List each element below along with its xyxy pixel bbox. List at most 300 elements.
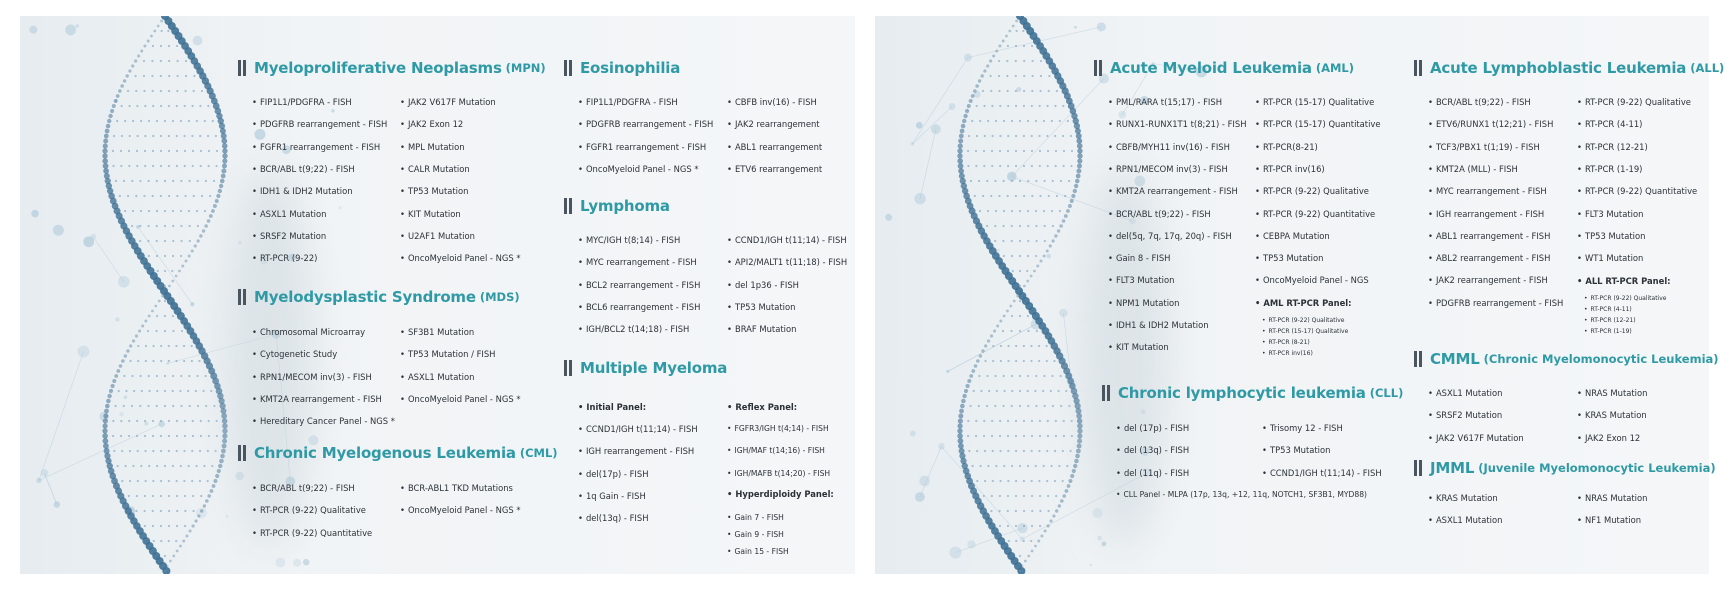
helix-rung-dot (147, 225, 149, 227)
helix-rung-dot (1031, 495, 1033, 497)
network-node (1016, 87, 1021, 92)
helix-rung-dot (1019, 120, 1021, 122)
helix-dot (175, 275, 178, 278)
helix-rung-dot (215, 135, 217, 137)
all-col1-item: • KMT2A (MLL) - FISH (1428, 164, 1518, 174)
helix-rung-dot (184, 435, 186, 437)
helix-rung-dot (1007, 150, 1009, 152)
helix-dot (1044, 530, 1047, 533)
helix-dot (176, 550, 179, 553)
helix-rung-dot (156, 210, 158, 212)
lym-col2-item: • del 1p36 - FISH (727, 280, 799, 290)
aml-col1-item: • RPN1/MECOM inv(3) - FISH (1108, 164, 1228, 174)
helix-rung-dot (1035, 465, 1037, 467)
helix-rung-dot (1065, 390, 1067, 392)
helix-rung-dot (1003, 255, 1005, 257)
helix-dot (103, 438, 109, 444)
helix-rung-dot (147, 405, 149, 407)
aml-col1-item: • PML/RARA t(15;17) - FISH (1108, 97, 1222, 107)
helix-rung-dot (982, 195, 984, 197)
helix-dot (105, 404, 110, 409)
helix-rung-dot (999, 525, 1001, 527)
helix-rung-dot (168, 345, 170, 347)
helix-rung-dot (161, 30, 163, 32)
helix-dot (185, 535, 188, 538)
helix-rung-dot (113, 450, 115, 452)
helix-rung-dot (1015, 540, 1017, 542)
helix-rung-dot (152, 195, 154, 197)
helix-rung-dot (1038, 360, 1040, 362)
helix-rung-dot (1050, 465, 1052, 467)
aml-col1-item: • CBFB/MYH11 inv(16) - FISH (1108, 142, 1230, 152)
helix-dot (1070, 199, 1074, 203)
helix-rung-dot (152, 480, 154, 482)
helix-rung-dot (1030, 360, 1032, 362)
helix-rung-dot (1052, 225, 1054, 227)
helix-rung-dot (148, 375, 150, 377)
helix-rung-dot (1027, 390, 1029, 392)
all-col2-item: • RT-PCR (4-11) (1577, 119, 1642, 129)
helix-dot (963, 114, 967, 118)
helix-rung-dot (140, 210, 142, 212)
helix-rung-dot (204, 210, 206, 212)
helix-rung-dot (1035, 180, 1037, 182)
helix-rung-dot (986, 375, 988, 377)
mpn-heading (238, 59, 546, 77)
helix-rung-dot (164, 120, 166, 122)
network-node (54, 501, 61, 508)
helix-rung-dot (176, 450, 178, 452)
mpn-col1-item: • SRSF2 Mutation (252, 231, 326, 241)
helix-rung-dot (181, 330, 183, 332)
helix-rung-dot (157, 270, 159, 272)
helix-rung-dot (1063, 435, 1065, 437)
helix-rung-dot (1023, 345, 1025, 347)
helix-rung-dot (978, 180, 980, 182)
helix-rung-dot (172, 120, 174, 122)
helix-dot (222, 153, 227, 158)
helix-rung-dot (978, 405, 980, 407)
helix-rung-dot (191, 450, 193, 452)
helix-rung-dot (168, 480, 170, 482)
helix-rung-dot (144, 435, 146, 437)
network-node (90, 234, 96, 240)
helix-rung-dot (197, 180, 199, 182)
helix-rung-dot (184, 165, 186, 167)
helix-rung-dot (991, 495, 993, 497)
helix-rung-dot (141, 390, 143, 392)
helix-rung-dot (1039, 150, 1041, 152)
helix-rung-dot (192, 495, 194, 497)
helix-rung-dot (211, 465, 213, 467)
helix-rung-dot (168, 45, 170, 47)
helix-dot (1076, 169, 1081, 174)
helix-dot (102, 158, 108, 164)
helix-rung-dot (1039, 510, 1041, 512)
helix-dot (222, 148, 227, 153)
mm-col1-item: • del(17p) - FISH (578, 469, 649, 479)
cml-abbreviation: (CML) (519, 446, 558, 460)
helix-rung-dot (121, 450, 123, 452)
helix-rung-dot (168, 360, 170, 362)
helix-dot (114, 99, 118, 103)
helix-rung-dot (983, 165, 985, 167)
helix-dot (1009, 305, 1012, 308)
helix-rung-dot (160, 150, 162, 152)
helix-rung-dot (184, 525, 186, 527)
helix-dot (1062, 494, 1066, 498)
helix-dot (219, 184, 223, 188)
helix-rung-dot (115, 180, 117, 182)
mpn-col1-item: • IDH1 & IDH2 Mutation (252, 186, 353, 196)
aml-panel-item: • RT-PCR (8-21) (1262, 339, 1310, 346)
helix-dot (1075, 179, 1080, 184)
helix-dot (132, 339, 135, 342)
helix-rung-dot (983, 105, 985, 107)
helix-rung-dot (139, 405, 141, 407)
network-node (949, 103, 956, 110)
helix-rung-dot (144, 420, 146, 422)
helix-rung-dot (208, 150, 210, 152)
aml-col1-item: • Gain 8 - FISH (1108, 253, 1170, 263)
helix-rung-dot (164, 375, 166, 377)
helix-dot (979, 354, 982, 357)
all-col2-item: • RT-PCR (1-19) (1577, 164, 1642, 174)
lymphoma-title: Lymphoma (580, 197, 670, 215)
helix-rung-dot (197, 225, 199, 227)
helix-rung-dot (974, 195, 976, 197)
all-panel-item: • RT-PCR (12-21) (1584, 317, 1636, 324)
helix-rung-dot (1031, 435, 1033, 437)
helix-dot (197, 239, 200, 242)
aml-heading-marker (1099, 60, 1102, 76)
all-heading-marker (1414, 60, 1417, 76)
helix-rung-dot (1006, 60, 1008, 62)
mds-col1-item: • KMT2A rearrangement - FISH (252, 394, 382, 404)
helix-rung-dot (1043, 375, 1045, 377)
helix-dot (102, 148, 107, 153)
helix-rung-dot (976, 135, 978, 137)
helix-rung-dot (1059, 120, 1061, 122)
helix-dot (983, 69, 986, 72)
helix-rung-dot (1031, 150, 1033, 152)
helix-rung-dot (134, 75, 136, 77)
helix-dot (987, 339, 990, 342)
helix-rung-dot (1019, 330, 1021, 332)
helix-rung-dot (152, 135, 154, 137)
helix-rung-dot (176, 420, 178, 422)
helix-dot (989, 59, 992, 62)
helix-rung-dot (188, 465, 190, 467)
helix-rung-dot (212, 120, 214, 122)
helix-rung-dot (156, 375, 158, 377)
mpn-col1-item: • FIP1L1/PDGFRA - FISH (252, 97, 352, 107)
lym-col1-item: • MYC rearrangement - FISH (578, 257, 697, 267)
helix-rung-dot (156, 390, 158, 392)
helix-dot (958, 438, 964, 444)
helix-rung-dot (991, 135, 993, 137)
helix-dot (978, 79, 981, 82)
helix-dot (1066, 209, 1070, 213)
helix-rung-dot (139, 225, 141, 227)
helix-rung-dot (167, 30, 169, 32)
helix-rung-dot (152, 525, 154, 527)
helix-rung-dot (1055, 165, 1057, 167)
helix-dot (221, 174, 226, 179)
helix-rung-dot (160, 105, 162, 107)
helix-dot (961, 124, 966, 129)
helix-rung-dot (1023, 150, 1025, 152)
helix-rung-dot (1043, 210, 1045, 212)
helix-rung-dot (992, 360, 994, 362)
helix-rung-dot (1031, 90, 1033, 92)
helix-rung-dot (1007, 135, 1009, 137)
helix-rung-dot (177, 75, 179, 77)
helix-dot (980, 74, 983, 77)
helix-dot (213, 479, 217, 483)
aml-col2-item: • RT-PCR (9-22) Quantitative (1255, 209, 1375, 219)
helix-rung-dot (987, 120, 989, 122)
helix-rung-dot (1044, 405, 1046, 407)
helix-rung-dot (983, 150, 985, 152)
helix-rung-dot (160, 345, 162, 347)
helix-rung-dot (180, 240, 182, 242)
helix-rung-dot (998, 90, 1000, 92)
helix-rung-dot (1039, 165, 1041, 167)
helix-rung-dot (128, 435, 130, 437)
aml-col1-item: • NPM1 Mutation (1108, 298, 1179, 308)
helix-rung-dot (999, 135, 1001, 137)
helix-dot (148, 315, 151, 318)
cmml-heading (1414, 350, 1719, 368)
helix-dot (178, 270, 181, 273)
helix-rung-dot (120, 150, 122, 152)
helix-rung-dot (1060, 375, 1062, 377)
helix-rung-dot (176, 165, 178, 167)
helix-dot (103, 168, 109, 174)
helix-rung-dot (176, 105, 178, 107)
helix-rung-dot (192, 420, 194, 422)
cml-heading-marker (238, 445, 241, 461)
helix-rung-dot (975, 420, 977, 422)
helix-dot (194, 519, 197, 522)
helix-rung-dot (975, 150, 977, 152)
helix-rung-dot (160, 495, 162, 497)
helix-dot (1071, 194, 1075, 198)
helix-rung-dot (156, 255, 158, 257)
helix-rung-dot (1056, 195, 1058, 197)
network-line (920, 129, 936, 198)
helix-rung-dot (125, 390, 127, 392)
aml-panel-label: • AML RT-PCR Panel: (1255, 298, 1352, 308)
helix-rung-dot (136, 420, 138, 422)
eos-col2-item: • JAK2 rearrangement (727, 119, 820, 129)
helix-dot (965, 384, 969, 388)
helix-rung-dot (994, 225, 996, 227)
helix-rung-dot (176, 135, 178, 137)
helix-rung-dot (176, 90, 178, 92)
helix-rung-dot (1015, 45, 1017, 47)
helix-rung-dot (164, 465, 166, 467)
helix-rung-dot (128, 105, 130, 107)
helix-rung-dot (1023, 435, 1025, 437)
helix-dot (222, 428, 227, 433)
lym-col2-item: • TP53 Mutation (727, 302, 795, 312)
helix-rung-dot (1046, 360, 1048, 362)
helix-rung-dot (1023, 75, 1025, 77)
helix-rung-dot (172, 465, 174, 467)
helix-rung-dot (143, 60, 145, 62)
helix-rung-dot (1007, 360, 1009, 362)
helix-rung-dot (197, 405, 199, 407)
helix-rung-dot (164, 270, 166, 272)
helix-rung-dot (998, 75, 1000, 77)
helix-rung-dot (1015, 195, 1017, 197)
helix-rung-dot (183, 360, 185, 362)
helix-dot (1076, 449, 1081, 454)
eos-col1-item: • PDGFRB rearrangement - FISH (578, 119, 713, 129)
helix-rung-dot (213, 180, 215, 182)
network-node (31, 210, 39, 218)
helix-rung-dot (988, 390, 990, 392)
helix-rung-dot (1055, 150, 1057, 152)
mpn-col2-item: • MPL Mutation (400, 142, 465, 152)
helix-rung-dot (1054, 480, 1056, 482)
all-title: Acute Lymphoblastic Leukemia (1430, 59, 1687, 77)
helix-rung-dot (143, 90, 145, 92)
helix-rung-dot (156, 405, 158, 407)
helix-rung-dot (1039, 195, 1041, 197)
helix-rung-dot (996, 390, 998, 392)
helix-rung-dot (1070, 450, 1072, 452)
helix-rung-dot (1071, 420, 1073, 422)
network-node (914, 193, 925, 204)
helix-rung-dot (189, 405, 191, 407)
helix-dot (961, 399, 966, 404)
helix-rung-dot (168, 90, 170, 92)
helix-rung-dot (199, 105, 201, 107)
helix-dot (135, 334, 138, 337)
helix-rung-dot (172, 405, 174, 407)
eosinophilia-heading-marker (569, 60, 572, 76)
helix-rung-dot (1002, 225, 1004, 227)
helix-rung-dot (172, 255, 174, 257)
helix-dot (151, 310, 154, 313)
helix-rung-dot (176, 480, 178, 482)
helix-dot (104, 134, 109, 139)
helix-rung-dot (123, 180, 125, 182)
cll-col2-item: • CCND1/IGH t(11;14) - FISH (1262, 468, 1382, 478)
helix-dot (222, 433, 227, 438)
helix-rung-dot (160, 510, 162, 512)
helix-rung-dot (148, 465, 150, 467)
cmml-title: CMML (1430, 350, 1480, 368)
helix-dot (220, 454, 225, 459)
helix-rung-dot (1007, 495, 1009, 497)
network-node (964, 54, 972, 62)
helix-dot (138, 330, 141, 333)
helix-rung-dot (184, 90, 186, 92)
helix-rung-dot (168, 495, 170, 497)
helix-rung-dot (185, 75, 187, 77)
helix-rung-dot (124, 210, 126, 212)
helix-rung-dot (999, 450, 1001, 452)
helix-dot (958, 418, 963, 423)
helix-rung-dot (1015, 450, 1017, 452)
helix-dot (141, 325, 144, 328)
network-node (53, 225, 64, 236)
helix-rung-dot (200, 150, 202, 152)
helix-rung-dot (1003, 465, 1005, 467)
helix-rung-dot (201, 195, 203, 197)
helix-rung-dot (980, 390, 982, 392)
helix-rung-dot (1002, 330, 1004, 332)
helix-rung-dot (1011, 390, 1013, 392)
helix-rung-dot (1019, 240, 1021, 242)
mpn-col1-item: • ASXL1 Mutation (252, 209, 326, 219)
helix-rung-dot (145, 360, 147, 362)
helix-rung-dot (1047, 165, 1049, 167)
helix-rung-dot (991, 420, 993, 422)
helix-rung-dot (172, 180, 174, 182)
helix-dot (1043, 255, 1046, 258)
helix-rung-dot (1023, 420, 1025, 422)
helix-rung-dot (1038, 345, 1040, 347)
helix-rung-dot (1015, 480, 1017, 482)
helix-rung-dot (1015, 105, 1017, 107)
helix-rung-dot (152, 510, 154, 512)
helix-rung-dot (144, 105, 146, 107)
helix-rung-dot (1038, 135, 1040, 137)
jmml-heading-marker (1414, 460, 1417, 476)
cll-col2-item: • Trisomy 12 - FISH (1262, 423, 1343, 433)
helix-dot (965, 109, 969, 113)
background-blur (1080, 166, 1170, 546)
helix-dot (1074, 184, 1078, 188)
helix-dot (1077, 148, 1082, 153)
helix-rung-dot (132, 120, 134, 122)
helix-rung-dot (168, 525, 170, 527)
helix-rung-dot (168, 420, 170, 422)
network-node (36, 478, 41, 483)
helix-rung-dot (1054, 135, 1056, 137)
helix-rung-dot (983, 420, 985, 422)
all-panel-item: • RT-PCR (9-22) Qualitative (1584, 295, 1666, 302)
helix-rung-dot (968, 135, 970, 137)
mpn-title: Myeloproliferative Neoplasms (254, 59, 502, 77)
helix-dot (197, 514, 200, 517)
helix-rung-dot (152, 435, 154, 437)
helix-rung-dot (131, 375, 133, 377)
network-node (1101, 541, 1106, 546)
helix-dot (153, 30, 156, 33)
helix-rung-dot (1055, 495, 1057, 497)
helix-rung-dot (180, 255, 182, 257)
helix-dot (1049, 244, 1052, 247)
helix-dot (1049, 519, 1052, 522)
helix-rung-dot (1002, 405, 1004, 407)
eos-col1-item: • OncoMyeloid Panel - NGS * (578, 164, 699, 174)
helix-dot (958, 443, 964, 449)
helix-rung-dot (176, 60, 178, 62)
all-col1-item: • IGH rearrangement - FISH (1428, 209, 1544, 219)
helix-rung-dot (992, 450, 994, 452)
helix-rung-dot (128, 495, 130, 497)
helix-rung-dot (967, 165, 969, 167)
network-line (93, 237, 124, 282)
helix-rung-dot (1062, 450, 1064, 452)
helix-rung-dot (999, 150, 1001, 152)
